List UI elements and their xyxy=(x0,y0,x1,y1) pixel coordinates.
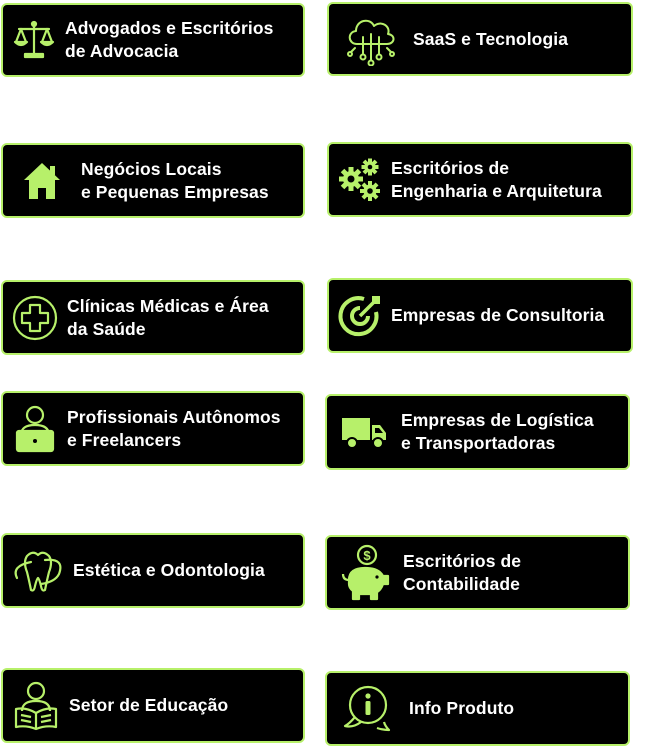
card-autonomos[interactable] xyxy=(1,391,305,466)
card-label: Estética e Odontologia xyxy=(73,560,265,580)
card-label: Empresas de Logística e Transportadoras xyxy=(401,410,594,453)
truck-icon xyxy=(327,414,401,450)
gears-icon xyxy=(329,157,391,203)
svg-text:$: $ xyxy=(363,547,371,563)
card-educacao[interactable] xyxy=(1,668,305,743)
tooth-icon xyxy=(3,548,73,594)
reader-icon xyxy=(3,681,69,731)
card-label: SaaS e Tecnologia xyxy=(413,28,569,49)
card-label: Setor de Educação xyxy=(69,695,229,715)
card-clinicas[interactable] xyxy=(1,280,305,355)
card-advogados[interactable] xyxy=(1,3,305,77)
medical-cross-icon xyxy=(3,295,67,341)
info-chat-icon xyxy=(327,684,409,734)
card-negocios-locais[interactable] xyxy=(1,143,305,218)
card-logistica[interactable] xyxy=(325,394,630,470)
card-label: Advogados e Escritórios de Advocacia xyxy=(65,18,274,61)
card-engenharia[interactable] xyxy=(327,142,633,217)
card-info-produto[interactable] xyxy=(325,671,630,746)
card-label: Clínicas Médicas e Área da Saúde xyxy=(67,295,269,339)
card-consultoria[interactable] xyxy=(327,278,633,353)
card-label: Negócios Locais e Pequenas Empresas xyxy=(81,158,269,202)
scales-icon xyxy=(3,19,65,61)
card-label: Info Produto xyxy=(409,698,515,718)
card-saas[interactable] xyxy=(327,2,633,76)
person-laptop-icon xyxy=(3,405,67,453)
target-icon xyxy=(329,292,391,340)
piggy-bank-icon xyxy=(327,544,403,602)
card-estetica[interactable] xyxy=(1,533,305,608)
card-label: Empresas de Consultoria xyxy=(391,305,605,325)
card-label: Profissionais Autônomos e Freelancers xyxy=(67,406,281,450)
card-contabilidade[interactable] xyxy=(325,535,630,610)
cloud-circuit-icon xyxy=(329,12,413,66)
card-label: Escritórios de Engenharia e Arquitetura xyxy=(391,157,602,201)
card-label: Escritórios de Contabilidade xyxy=(403,550,522,594)
house-icon xyxy=(3,161,81,201)
